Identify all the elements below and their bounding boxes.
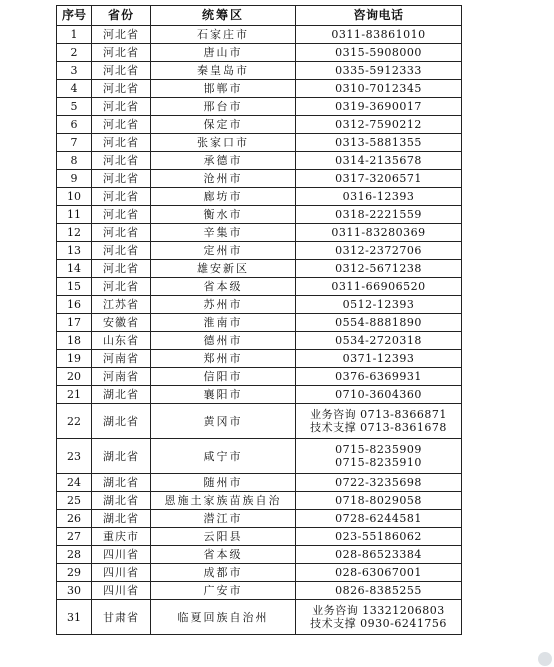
table-row <box>57 582 462 600</box>
header-phone: 咨询电话 <box>296 6 462 26</box>
cell-area: 广安市 <box>151 582 296 600</box>
cell-index: 7 <box>57 134 92 152</box>
cell-province: 安徽省 <box>92 314 151 332</box>
cell-province: 河北省 <box>92 278 151 296</box>
cell-phone <box>296 188 462 206</box>
cell-phone <box>296 600 462 635</box>
phone-line: 0318-2221559 <box>335 208 422 221</box>
table-row <box>57 439 462 474</box>
watermark-icon <box>538 652 552 666</box>
phone-line: 0312-7590212 <box>335 118 422 131</box>
table-row <box>57 152 462 170</box>
phone-line: 0317-3206571 <box>335 172 422 185</box>
cell-phone <box>296 206 462 224</box>
cell-province: 湖北省 <box>92 474 151 492</box>
cell-province: 山东省 <box>92 332 151 350</box>
cell-index: 9 <box>57 170 92 188</box>
cell-index: 17 <box>57 314 92 332</box>
phone-line: 028-63067001 <box>335 566 422 579</box>
cell-index: 15 <box>57 278 92 296</box>
phone-line: 028-86523384 <box>335 548 422 561</box>
cell-province: 河北省 <box>92 242 151 260</box>
table-row <box>57 134 462 152</box>
cell-area: 省本级 <box>151 546 296 564</box>
phone-line: 0715-8235909 <box>335 443 422 456</box>
cell-province: 四川省 <box>92 564 151 582</box>
phone-line: 0312-2372706 <box>335 244 422 257</box>
cell-province: 江苏省 <box>92 296 151 314</box>
phone-line: 业务咨询 0713-8366871 <box>310 408 447 421</box>
cell-index: 23 <box>57 439 92 474</box>
cell-index: 2 <box>57 44 92 62</box>
phone-line: 0319-3690017 <box>335 100 422 113</box>
table-row <box>57 296 462 314</box>
cell-province: 河北省 <box>92 224 151 242</box>
cell-province: 河北省 <box>92 134 151 152</box>
cell-area: 唐山市 <box>151 44 296 62</box>
table-row <box>57 44 462 62</box>
cell-phone <box>296 134 462 152</box>
cell-index: 1 <box>57 26 92 44</box>
cell-province: 湖北省 <box>92 510 151 528</box>
phone-line: 0314-2135678 <box>335 154 422 167</box>
phone-line: 0534-2720318 <box>335 334 422 347</box>
table-row <box>57 368 462 386</box>
phone-line: 0710-3604360 <box>335 388 422 401</box>
cell-phone <box>296 296 462 314</box>
cell-province: 河北省 <box>92 260 151 278</box>
phone-line: 0311-83280369 <box>331 226 426 239</box>
cell-index: 25 <box>57 492 92 510</box>
cell-province: 河北省 <box>92 62 151 80</box>
cell-index: 13 <box>57 242 92 260</box>
cell-index: 27 <box>57 528 92 546</box>
table-header-row <box>57 6 462 26</box>
cell-phone <box>296 564 462 582</box>
cell-index: 20 <box>57 368 92 386</box>
cell-phone <box>296 116 462 134</box>
table-row <box>57 528 462 546</box>
cell-area: 廊坊市 <box>151 188 296 206</box>
cell-index: 18 <box>57 332 92 350</box>
cell-area: 郑州市 <box>151 350 296 368</box>
cell-index: 3 <box>57 62 92 80</box>
cell-phone <box>296 582 462 600</box>
cell-phone <box>296 260 462 278</box>
cell-index: 11 <box>57 206 92 224</box>
table-row <box>57 116 462 134</box>
cell-index: 5 <box>57 98 92 116</box>
cell-province: 河北省 <box>92 44 151 62</box>
contact-table-container <box>56 5 457 635</box>
phone-line: 0728-6244581 <box>335 512 422 525</box>
cell-area: 石家庄市 <box>151 26 296 44</box>
cell-area: 襄阳市 <box>151 386 296 404</box>
cell-index: 12 <box>57 224 92 242</box>
cell-area: 云阳县 <box>151 528 296 546</box>
cell-phone <box>296 510 462 528</box>
phone-line: 0310-7012345 <box>335 82 422 95</box>
cell-index: 28 <box>57 546 92 564</box>
table-row <box>57 492 462 510</box>
cell-phone <box>296 528 462 546</box>
table-row <box>57 278 462 296</box>
cell-province: 河北省 <box>92 152 151 170</box>
cell-area: 随州市 <box>151 474 296 492</box>
phone-line: 0554-8881890 <box>335 316 422 329</box>
cell-province: 湖北省 <box>92 492 151 510</box>
header-area: 统筹区 <box>151 6 296 26</box>
table-row <box>57 62 462 80</box>
table-row <box>57 224 462 242</box>
cell-phone <box>296 386 462 404</box>
cell-province: 湖北省 <box>92 439 151 474</box>
cell-area: 保定市 <box>151 116 296 134</box>
cell-index: 4 <box>57 80 92 98</box>
cell-province: 河北省 <box>92 98 151 116</box>
cell-area: 承德市 <box>151 152 296 170</box>
table-row <box>57 260 462 278</box>
cell-province: 河南省 <box>92 368 151 386</box>
phone-line: 0335-5912333 <box>335 64 422 77</box>
cell-phone <box>296 368 462 386</box>
phone-line: 0376-6369931 <box>335 370 422 383</box>
table-body <box>57 26 462 635</box>
contact-table <box>56 5 462 635</box>
table-row <box>57 170 462 188</box>
cell-area: 定州市 <box>151 242 296 260</box>
cell-area: 临夏回族自治州 <box>151 600 296 635</box>
cell-province: 河南省 <box>92 350 151 368</box>
cell-province: 四川省 <box>92 546 151 564</box>
phone-line: 0316-12393 <box>342 190 415 203</box>
cell-index: 29 <box>57 564 92 582</box>
cell-province: 河北省 <box>92 26 151 44</box>
phone-line: 0311-66906520 <box>331 280 426 293</box>
table-row <box>57 80 462 98</box>
phone-line: 技术支撑 0713-8361678 <box>310 421 447 434</box>
cell-area: 信阳市 <box>151 368 296 386</box>
cell-phone <box>296 98 462 116</box>
phone-line: 0312-5671238 <box>335 262 422 275</box>
cell-index: 6 <box>57 116 92 134</box>
cell-area: 咸宁市 <box>151 439 296 474</box>
cell-area: 淮南市 <box>151 314 296 332</box>
table-row <box>57 206 462 224</box>
cell-index: 30 <box>57 582 92 600</box>
table-row <box>57 386 462 404</box>
cell-index: 21 <box>57 386 92 404</box>
phone-line: 0371-12393 <box>342 352 415 365</box>
cell-province: 河北省 <box>92 80 151 98</box>
table-row <box>57 314 462 332</box>
cell-phone <box>296 152 462 170</box>
header-province: 省份 <box>92 6 151 26</box>
cell-area: 恩施土家族苗族自治 <box>151 492 296 510</box>
cell-province: 甘肃省 <box>92 600 151 635</box>
cell-province: 重庆市 <box>92 528 151 546</box>
cell-phone <box>296 439 462 474</box>
phone-line: 业务咨询 13321206803 <box>312 604 445 617</box>
cell-phone <box>296 170 462 188</box>
cell-phone <box>296 404 462 439</box>
cell-phone <box>296 242 462 260</box>
cell-phone <box>296 350 462 368</box>
cell-province: 四川省 <box>92 582 151 600</box>
cell-area: 省本级 <box>151 278 296 296</box>
cell-index: 22 <box>57 404 92 439</box>
cell-area: 秦皇岛市 <box>151 62 296 80</box>
cell-area: 邯郸市 <box>151 80 296 98</box>
cell-area: 黄冈市 <box>151 404 296 439</box>
cell-index: 8 <box>57 152 92 170</box>
table-row <box>57 510 462 528</box>
header-index: 序号 <box>57 6 92 26</box>
cell-phone <box>296 492 462 510</box>
cell-province: 湖北省 <box>92 386 151 404</box>
table-row <box>57 600 462 635</box>
cell-phone <box>296 44 462 62</box>
cell-index: 10 <box>57 188 92 206</box>
phone-line: 技术支撑 0930-6241756 <box>310 617 447 630</box>
cell-province: 河北省 <box>92 188 151 206</box>
table-row <box>57 188 462 206</box>
cell-phone <box>296 62 462 80</box>
cell-area: 德州市 <box>151 332 296 350</box>
phone-line: 0315-5908000 <box>335 46 422 59</box>
table-row <box>57 546 462 564</box>
cell-area: 邢台市 <box>151 98 296 116</box>
cell-province: 河北省 <box>92 170 151 188</box>
cell-index: 16 <box>57 296 92 314</box>
table-row <box>57 564 462 582</box>
phone-line: 0311-83861010 <box>331 28 426 41</box>
cell-index: 14 <box>57 260 92 278</box>
cell-area: 潜江市 <box>151 510 296 528</box>
cell-index: 26 <box>57 510 92 528</box>
cell-index: 31 <box>57 600 92 635</box>
phone-line: 0718-8029058 <box>335 494 422 507</box>
cell-phone <box>296 278 462 296</box>
table-row <box>57 242 462 260</box>
cell-area: 苏州市 <box>151 296 296 314</box>
cell-province: 河北省 <box>92 206 151 224</box>
cell-area: 雄安新区 <box>151 260 296 278</box>
phone-line: 023-55186062 <box>335 530 422 543</box>
table-row <box>57 404 462 439</box>
cell-phone <box>296 80 462 98</box>
cell-area: 成都市 <box>151 564 296 582</box>
cell-area: 张家口市 <box>151 134 296 152</box>
cell-phone <box>296 314 462 332</box>
phone-line: 0715-8235910 <box>335 456 422 469</box>
cell-index: 24 <box>57 474 92 492</box>
cell-area: 衡水市 <box>151 206 296 224</box>
cell-index: 19 <box>57 350 92 368</box>
table-row <box>57 332 462 350</box>
phone-line: 0722-3235698 <box>335 476 422 489</box>
cell-province: 湖北省 <box>92 404 151 439</box>
cell-phone <box>296 332 462 350</box>
phone-line: 0512-12393 <box>342 298 415 311</box>
table-row <box>57 474 462 492</box>
cell-phone <box>296 224 462 242</box>
cell-phone <box>296 546 462 564</box>
table-row <box>57 350 462 368</box>
cell-phone <box>296 474 462 492</box>
cell-area: 辛集市 <box>151 224 296 242</box>
table-row <box>57 26 462 44</box>
phone-line: 0826-8385255 <box>335 584 422 597</box>
cell-area: 沧州市 <box>151 170 296 188</box>
cell-province: 河北省 <box>92 116 151 134</box>
cell-phone <box>296 26 462 44</box>
phone-line: 0313-5881355 <box>335 136 422 149</box>
table-row <box>57 98 462 116</box>
